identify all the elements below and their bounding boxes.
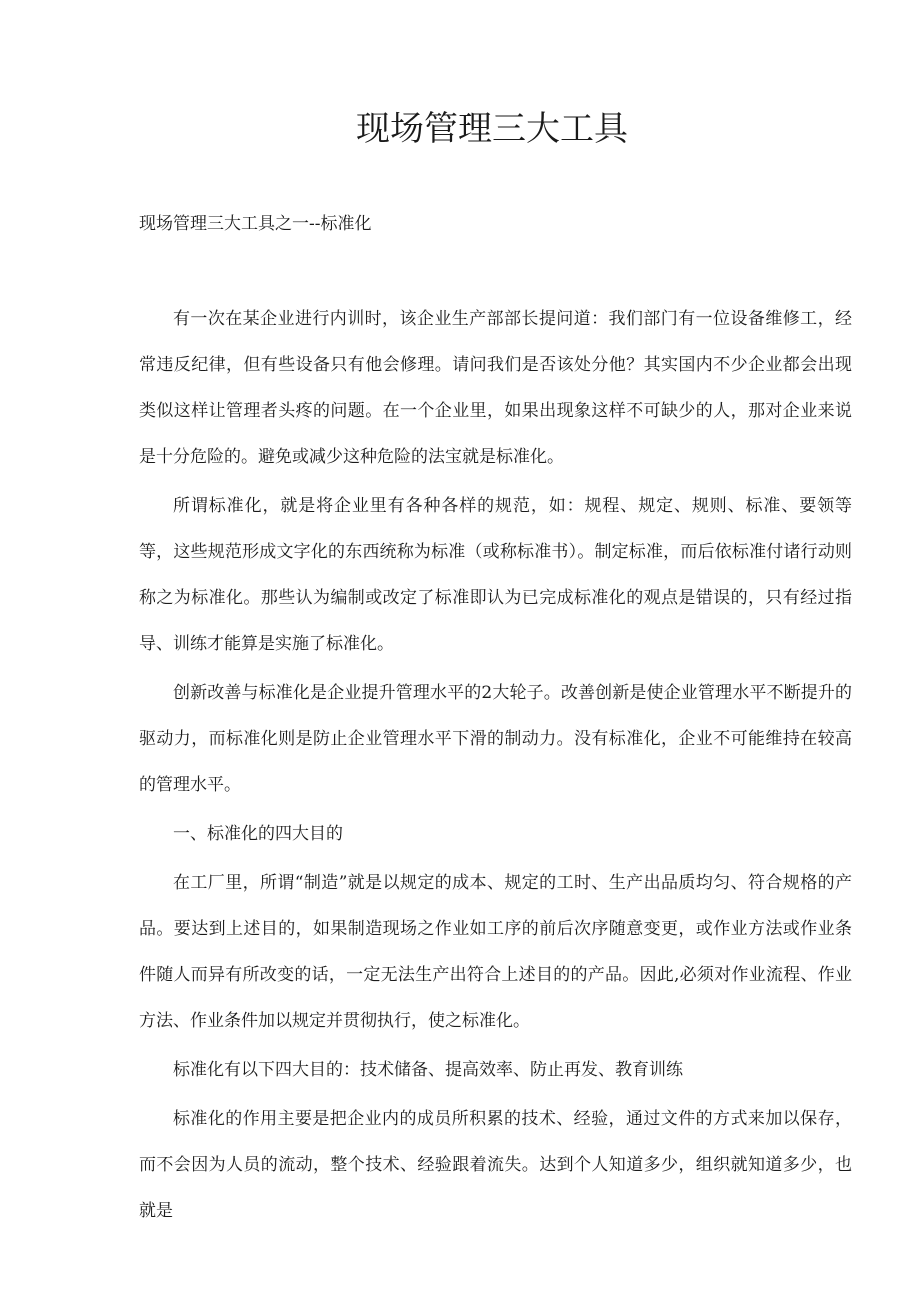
document-title: 现场管理三大工具 xyxy=(356,109,628,149)
paragraph-manufacturing: 在工厂里，所谓“制造”就是以规定的成本、规定的工时、生产出品质均匀、符合规格的产品。要达到上述目的，如果制造现场之作业如工序的前后次序随意变更，或作业方法或作业条件随人而异有所改变的话，一定无法生产出符合上述目的的产品。因此,必须对作业流程、作业方法、作业条件加以规定并贯彻执行，使之标准化。 xyxy=(139,873,852,1031)
section-heading-four-purposes: 一、标准化的四大目的 xyxy=(173,824,343,844)
document-body xyxy=(139,296,852,1237)
paragraph-definition: 所谓标准化，就是将企业里有各种各样的规范，如：规程、规定、规则、标准、要领等等，这些规范形成文字化的东西统称为标准（或称标准书）。制定标准，而后依标准付诸行动则称之为标准化。那些认为编制或改定了标准即认为已完成标准化的观点是错误的，只有经过指导、训练才能算是实施了标准化。 xyxy=(139,496,852,654)
paragraph-four-purposes-list: 标准化有以下四大目的：技术储备、提高效率、防止再发、教育训练 xyxy=(173,1060,683,1080)
paragraph-function: 标准化的作用主要是把企业内的成员所积累的技术、经验，通过文件的方式来加以保存，而不会因为人员的流动，整个技术、经验跟着流失。达到个人知道多少，组织就知道多少，也就是 xyxy=(139,1109,852,1221)
section-subtitle: 现场管理三大工具之一--标准化 xyxy=(139,214,372,234)
paragraph-intro: 有一次在某企业进行内训时，该企业生产部部长提问道：我们部门有一位设备维修工，经常违反纪律，但有些设备只有他会修理。请问我们是否该处分他？其实国内不少企业都会出现类似这样让管理者头疼的问题。在一个企业里，如果出现象这样不可缺少的人，那对企业来说是十分危险的。避免或减少这种危险的法宝就是标准化。 xyxy=(139,309,852,467)
paragraph-two-wheels: 创新改善与标准化是企业提升管理水平的2大轮子。改善创新是使企业管理水平不断提升的驱动力，而标准化则是防止企业管理水平下滑的制动力。没有标准化，企业不可能维持在较高的管理水平。 xyxy=(139,683,852,795)
